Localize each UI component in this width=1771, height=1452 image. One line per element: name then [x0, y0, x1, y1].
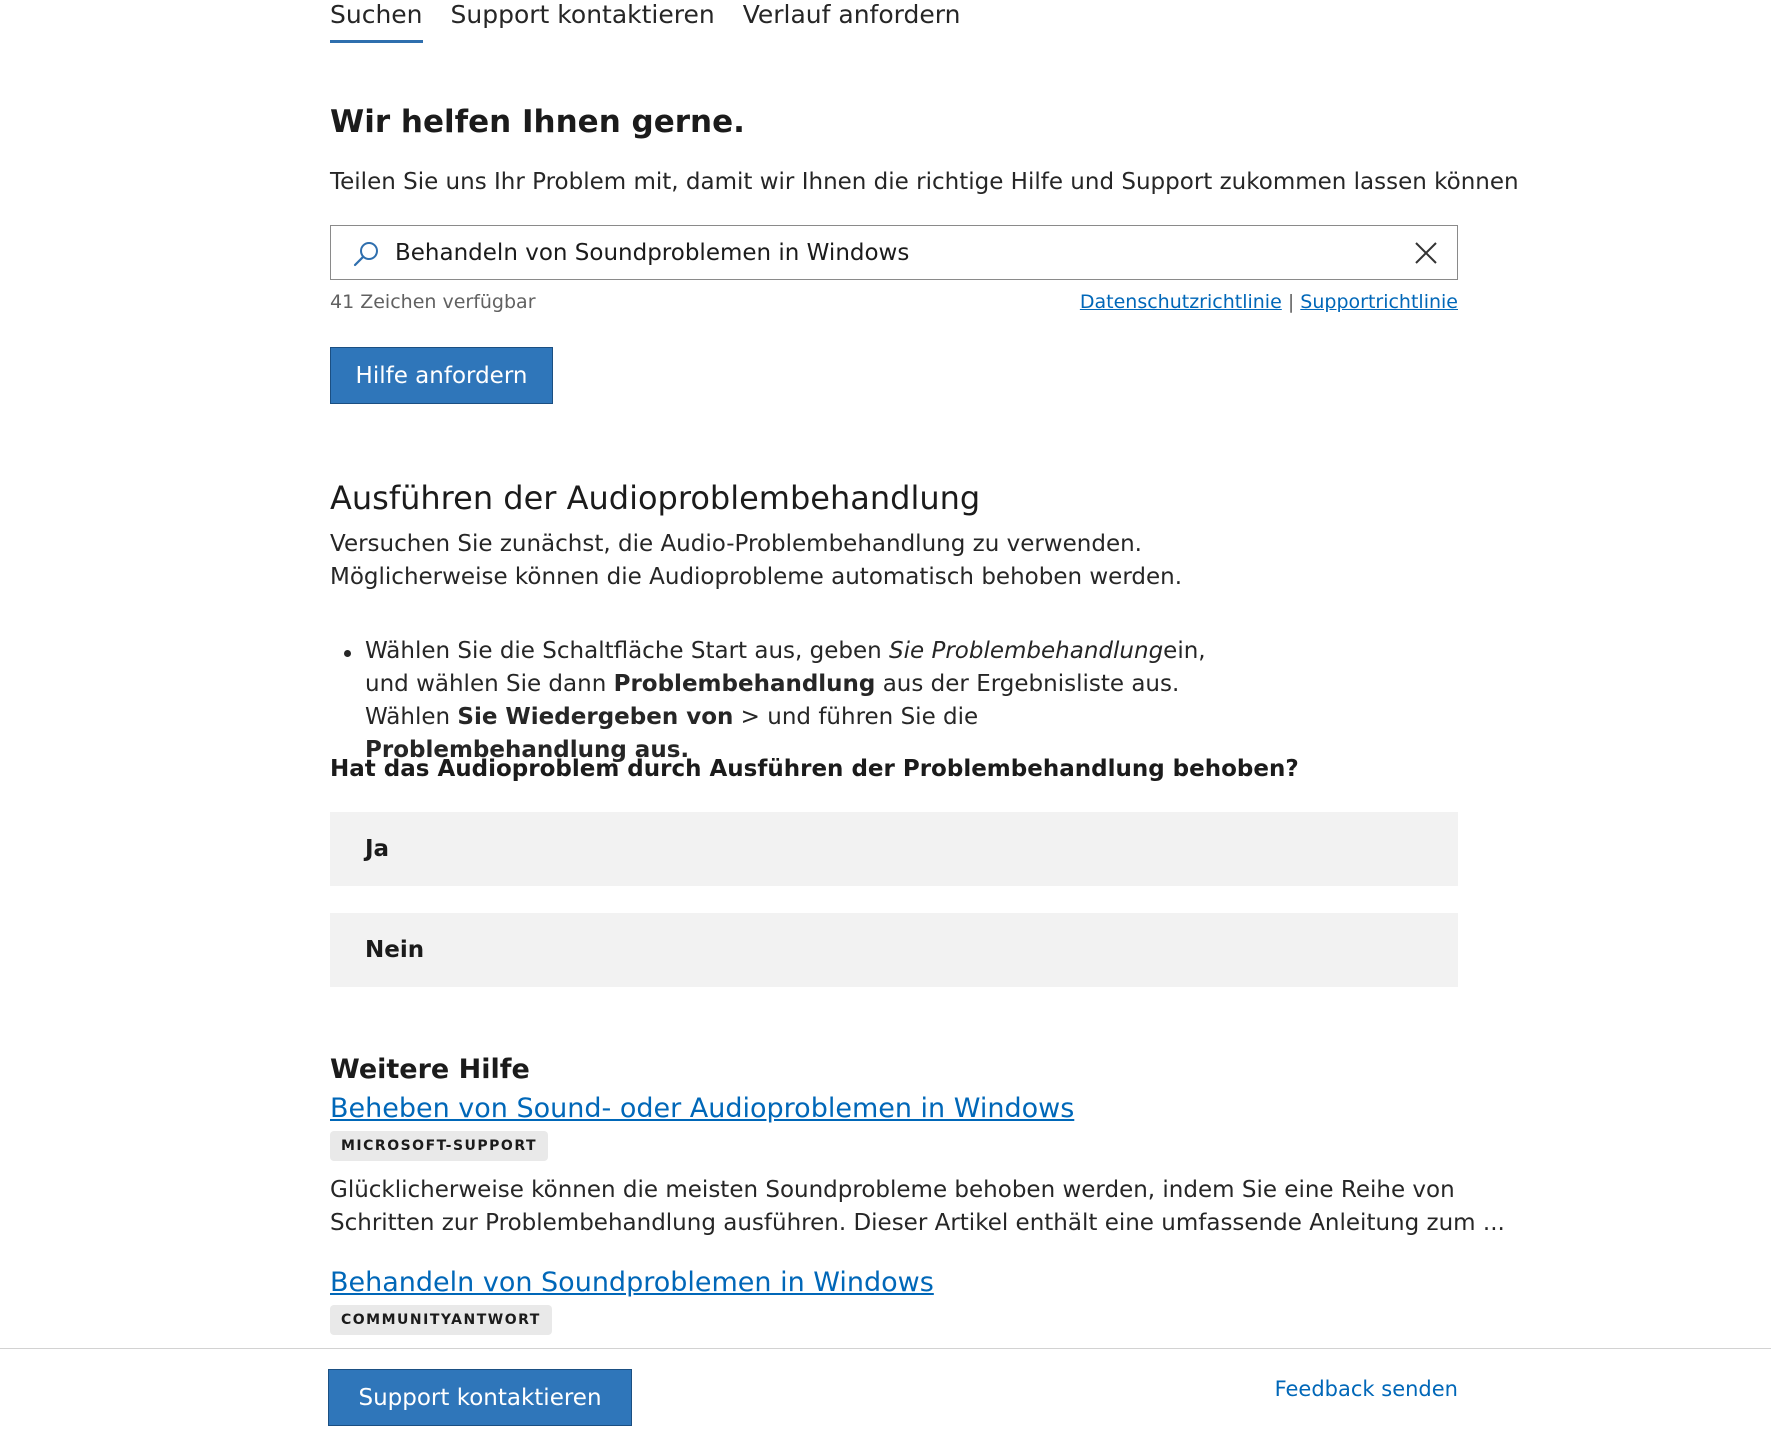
solution-desc-line1: Versuchen Sie zunächst, die Audio-Problembehandlung zu verwenden. — [330, 531, 1142, 557]
no-button[interactable]: Nein — [330, 913, 1458, 987]
privacy-policy-link[interactable]: Datenschutzrichtlinie — [1079, 291, 1282, 313]
search-box — [330, 225, 1458, 280]
source-badge-1: MICROSOFT-SUPPORT — [330, 1131, 548, 1161]
step-list — [330, 635, 1230, 767]
solution-description — [330, 528, 1230, 594]
step-text-4: Problembehandlung — [613, 671, 876, 697]
snippet-line-2: Schritten zur Problembehandlung ausführen. Dieser Artikel enthält eine umfassende Anleitung zum ... — [330, 1210, 1505, 1236]
result-link-2[interactable]: Behandeln von Soundproblemen in Windows — [330, 1267, 934, 1298]
char-count: 41 Zeichen verfügbar — [330, 291, 536, 313]
policy-links — [1080, 290, 1458, 314]
footer-divider — [0, 1348, 1771, 1349]
result-snippet-1 — [330, 1174, 1505, 1240]
step-text-5: aus der Ergebnisliste aus. Wählen — [365, 671, 1180, 730]
step-text-7: > und führen Sie die — [733, 704, 979, 730]
tab-contact-support[interactable]: Support kontaktieren — [450, 0, 715, 29]
result-link-1[interactable]: Beheben von Sound- oder Audioproblemen in Windows — [330, 1093, 1075, 1124]
close-icon[interactable] — [1413, 240, 1439, 266]
contact-support-button[interactable]: Support kontaktieren — [328, 1369, 632, 1426]
solution-title: Ausführen der Audioproblembehandlung — [330, 479, 981, 517]
tab-bar — [330, 0, 988, 46]
search-input[interactable] — [395, 234, 1395, 272]
step-item — [330, 635, 1230, 767]
get-help-button[interactable]: Hilfe anfordern — [330, 347, 553, 404]
intro-text: Teilen Sie uns Ihr Problem mit, damit wir Ihnen die richtige Hilfe und Support zukommen lassen können — [330, 169, 1519, 195]
yes-button[interactable]: Ja — [330, 812, 1458, 886]
step-text-6: Sie Wiedergeben von — [457, 704, 734, 730]
source-badge-2: COMMUNITYANTWORT — [330, 1305, 552, 1335]
resolution-question: Hat das Audioproblem durch Ausführen der Problembehandlung behoben? — [330, 756, 1299, 782]
more-help-title: Weitere Hilfe — [330, 1054, 530, 1085]
snippet-line-1: Glücklicherweise können die meisten Soundprobleme behoben werden, indem Sie eine Reihe von — [330, 1177, 1455, 1203]
link-separator: | — [1287, 291, 1295, 313]
step-text-2: Sie Problembehandlung — [889, 638, 1164, 664]
step-text-8: Problembehandlung aus. — [365, 737, 690, 763]
search-icon — [351, 239, 381, 269]
step-text-1: Wählen Sie die Schaltfläche Start aus, geben — [365, 638, 890, 664]
tab-search[interactable]: Suchen — [330, 0, 423, 46]
page-title: Wir helfen Ihnen gerne. — [330, 104, 745, 140]
solution-desc-line2: Möglicherweise können die Audioprobleme automatisch behoben werden. — [330, 564, 1183, 590]
step-text-3: ein, und wählen Sie dann — [365, 638, 1206, 697]
feedback-link[interactable]: Feedback senden — [1274, 1377, 1458, 1401]
support-policy-link[interactable]: Supportrichtlinie — [1300, 291, 1458, 313]
tab-request-history[interactable]: Verlauf anfordern — [742, 0, 961, 29]
